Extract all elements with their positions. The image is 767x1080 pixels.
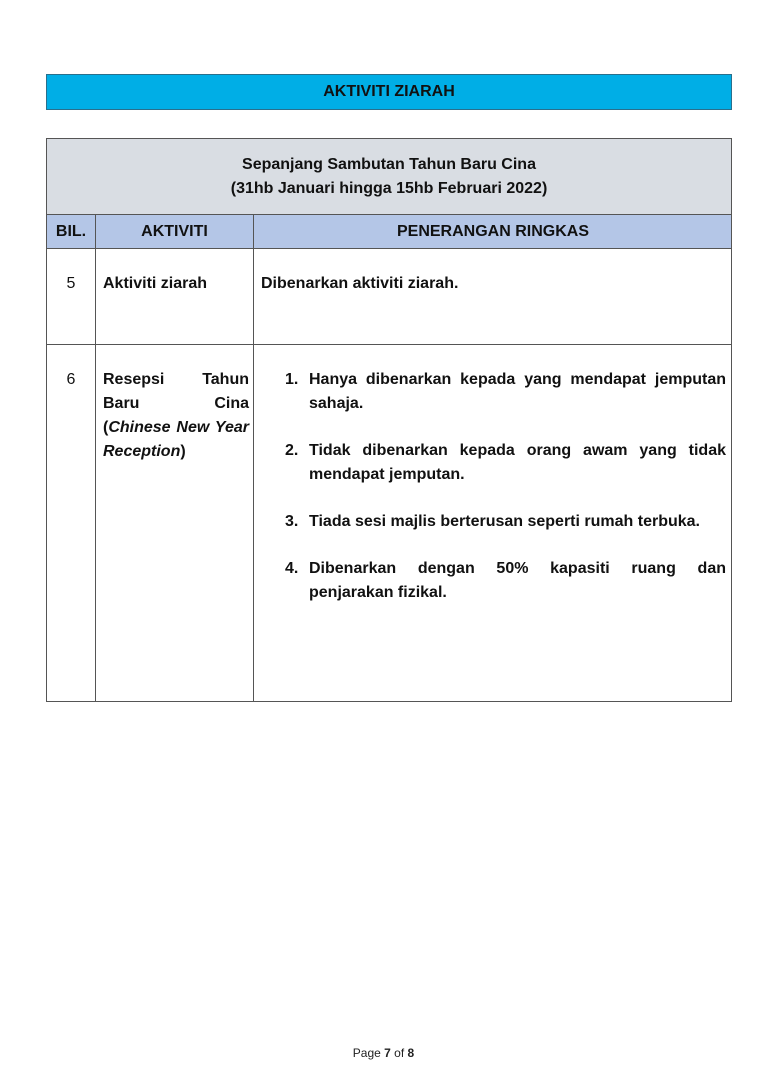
column-divider: [95, 215, 96, 701]
list-item-text: Tidak dibenarkan kepada orang awam yang tidak mendapat jemputan.: [309, 442, 726, 483]
column-header-penerangan: PENERANGAN RINGKAS: [396, 222, 589, 240]
row-divider: [47, 344, 731, 345]
footer-page-label: Page: [352, 1046, 381, 1060]
list-item-text: Tiada sesi majlis berterusan seperti rumah terbuka.: [309, 513, 700, 530]
list-item: [285, 557, 726, 605]
row6-aktiviti-close-paren: ): [180, 443, 186, 460]
list-item-number: 2.: [285, 442, 299, 459]
row5-aktiviti: Aktiviti ziarah: [103, 275, 208, 292]
row6-aktiviti-open-paren: (: [103, 419, 109, 436]
table-title-line2: (31hb Januari hingga 15hb Februari 2022): [230, 179, 548, 197]
row6-aktiviti-italic: Chinese New Year Reception: [103, 419, 249, 460]
list-item-text: Dibenarkan dengan 50% kapasiti ruang dan penjarakan fizikal.: [309, 560, 726, 601]
row5-penerangan: Dibenarkan aktiviti ziarah.: [261, 275, 459, 292]
table-title: [47, 139, 731, 215]
requirement-list: [285, 368, 726, 605]
row6-penerangan: [285, 368, 726, 628]
column-header-row: [47, 215, 731, 249]
list-item-text: Hanya dibenarkan kepada yang mendapat jemputan sahaja.: [309, 371, 726, 412]
page-footer: [0, 1046, 767, 1060]
footer-current-page: 7: [384, 1046, 391, 1060]
table-title-line1: Sepanjang Sambutan Tahun Baru Cina: [242, 155, 536, 173]
list-item-number: 4.: [285, 560, 299, 577]
column-header-aktiviti: AKTIVITI: [141, 222, 208, 240]
list-item-number: 3.: [285, 513, 299, 530]
section-banner: [46, 74, 732, 110]
row6-aktiviti: [103, 368, 249, 464]
row6-bil: 6: [66, 371, 76, 388]
footer-total-pages: 8: [407, 1046, 415, 1060]
footer-of-label: of: [394, 1046, 405, 1060]
row5-bil: 5: [66, 275, 76, 292]
column-divider: [253, 215, 254, 701]
row6-aktiviti-main: Resepsi Tahun Baru Cina: [103, 371, 249, 412]
activity-table: [46, 138, 732, 702]
column-header-bil: BIL.: [55, 222, 87, 240]
list-item-number: 1.: [285, 371, 299, 388]
list-item: [285, 439, 726, 487]
list-item: [285, 510, 726, 534]
list-item: [285, 368, 726, 416]
banner-title: AKTIVITI ZIARAH: [323, 83, 455, 100]
